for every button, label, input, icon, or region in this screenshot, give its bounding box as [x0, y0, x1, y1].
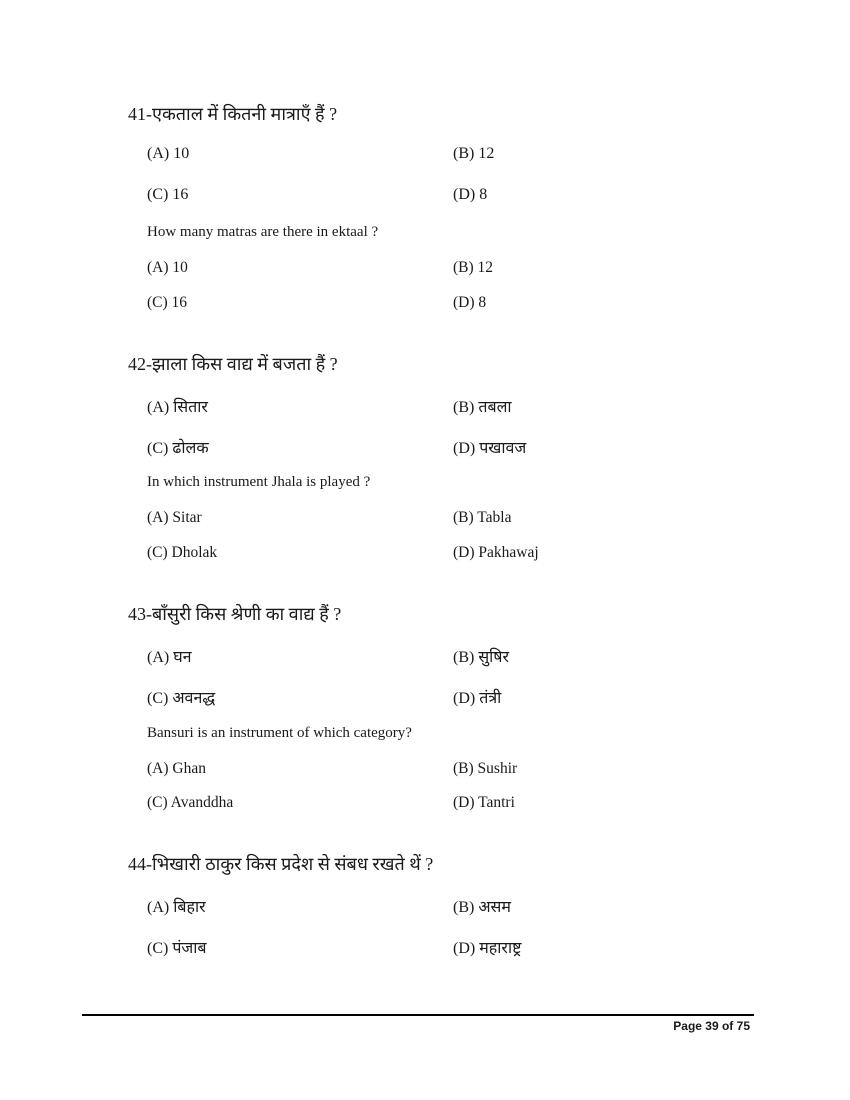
option-c-hindi: (C) पंजाब — [147, 940, 207, 957]
option-c-hindi: (C) 16 — [147, 186, 189, 203]
option-c-english: (C) Avanddha — [147, 794, 234, 811]
option-c-english: (C) Dholak — [147, 544, 218, 561]
question-title: 43-बाँसुरी किस श्रेणी का वाद्य हैं ? — [128, 604, 342, 624]
option-a-english: (A) Sitar — [147, 509, 202, 526]
option-b-english: (B) 12 — [453, 259, 494, 276]
option-b-english: (B) Sushir — [453, 760, 518, 777]
option-d-hindi: (D) महाराष्ट्र — [453, 940, 522, 957]
question-title: 44-भिखारी ठाकुर किस प्रदेश से संबध रखते थें ? — [128, 854, 434, 874]
option-a-hindi: (A) घन — [147, 649, 192, 666]
option-b-hindi: (B) असम — [453, 899, 511, 916]
footer-divider — [82, 1014, 754, 1016]
option-b-hindi: (B) 12 — [453, 145, 495, 162]
option-b-english: (B) Tabla — [453, 509, 512, 526]
option-a-hindi: (A) 10 — [147, 145, 190, 162]
option-d-hindi: (D) पखावज — [453, 440, 527, 457]
option-b-hindi: (B) तबला — [453, 399, 512, 416]
question-english: In which instrument Jhala is played ? — [147, 474, 371, 490]
option-c-hindi: (C) अवनद्ध — [147, 690, 216, 707]
question-english: How many matras are there in ektaal ? — [147, 224, 379, 240]
question-english: Bansuri is an instrument of which category? — [147, 725, 412, 741]
option-c-english: (C) 16 — [147, 294, 188, 311]
option-a-english: (A) Ghan — [147, 760, 206, 777]
option-a-hindi: (A) बिहार — [147, 899, 206, 916]
option-d-english: (D) Tantri — [453, 794, 515, 811]
question-title: 42-झाला किस वाद्य में बजता हैं ? — [128, 354, 338, 374]
option-a-hindi: (A) सितार — [147, 399, 208, 416]
option-b-hindi: (B) सुषिर — [453, 649, 510, 666]
option-d-hindi: (D) तंत्री — [453, 690, 502, 707]
option-d-english: (D) 8 — [453, 294, 487, 311]
question-title: 41-एकताल में कितनी मात्राएँ हैं ? — [128, 104, 338, 124]
option-d-english: (D) Pakhawaj — [453, 544, 539, 561]
page-number: Page 39 of 75 — [673, 1019, 750, 1033]
option-d-hindi: (D) 8 — [453, 186, 488, 203]
option-c-hindi: (C) ढोलक — [147, 440, 209, 457]
option-a-english: (A) 10 — [147, 259, 188, 276]
